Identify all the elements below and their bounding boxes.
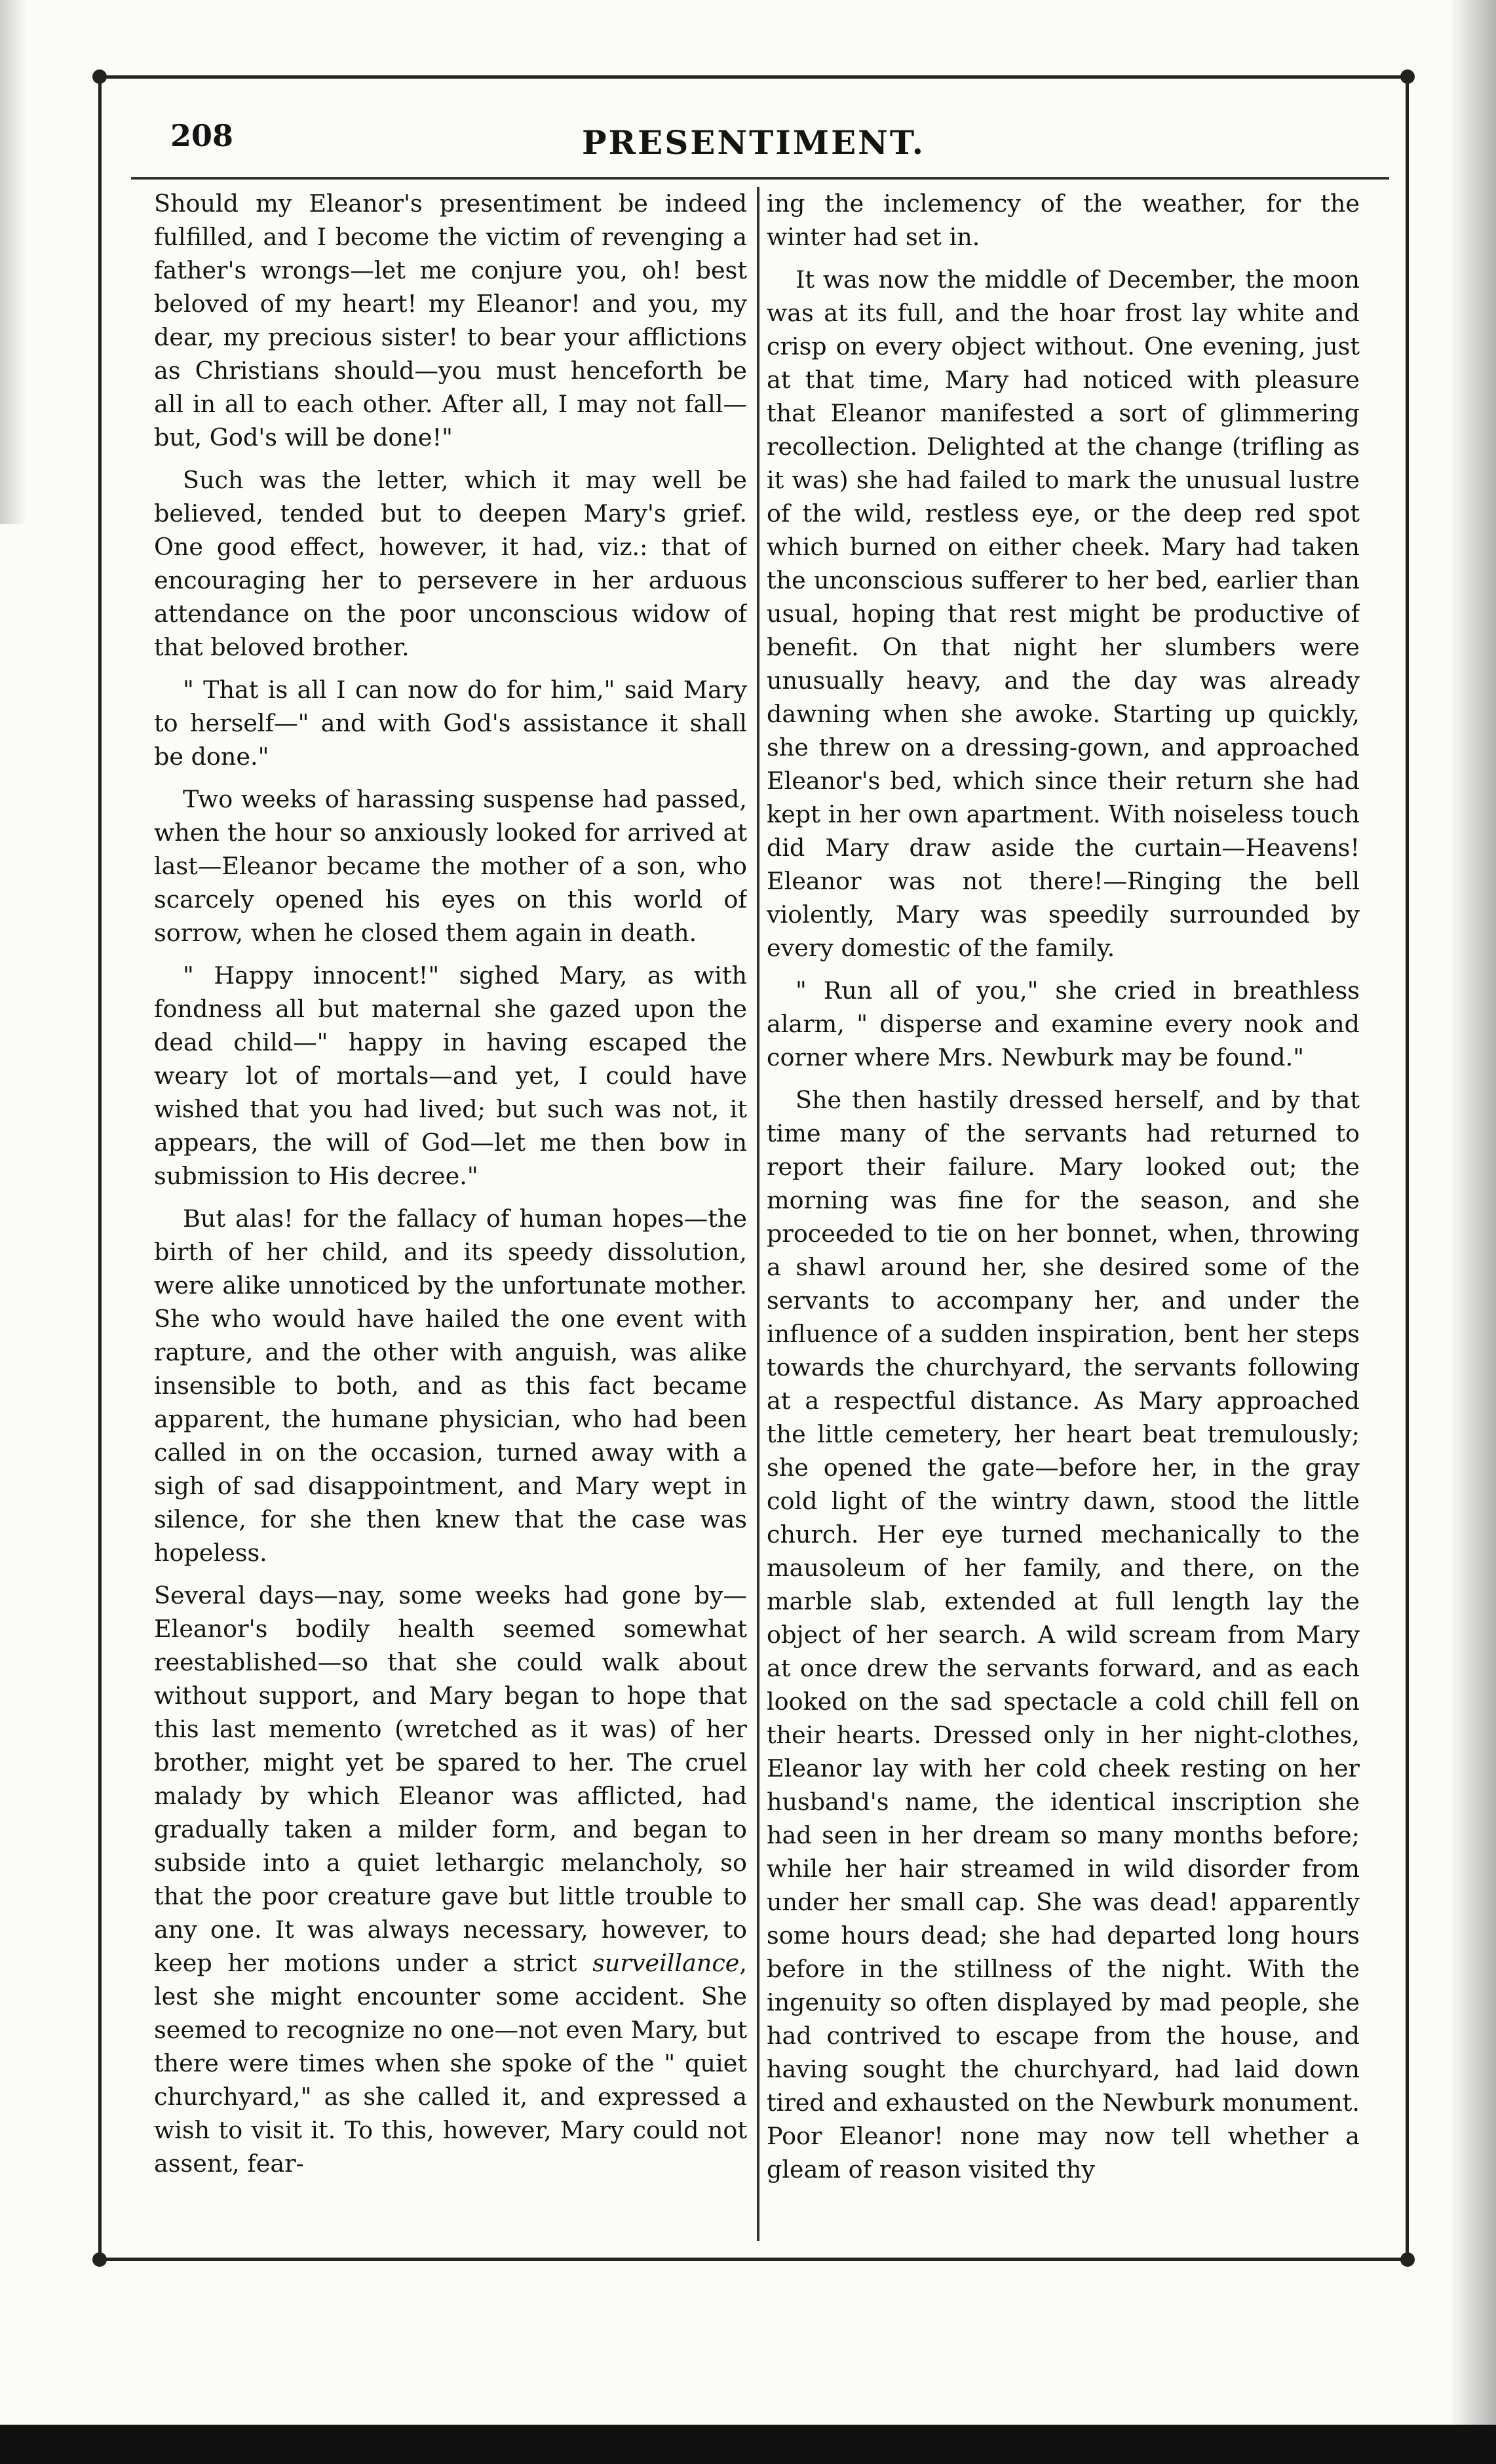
page-edge-shadow-right [1450,0,1496,2464]
header-rule [131,177,1389,180]
frame-ornament-top-right [1400,69,1415,84]
paragraph: " That is all I can now do for him," said Mary to herself—" and with God's assistance it shall be done." [154,676,747,771]
text-column-left [154,187,747,2241]
paragraph: Two weeks of harassing suspense had passed, when the hour so anxiously looked for arrived at last—Eleanor became the mother of a son, who scarcely opened his eyes on this world of sorrow, when he closed them again in death. [154,785,747,947]
paragraph: Such was the letter, which it may well be believed, tended but to deepen Mary's grief. One good effect, however, it had, viz.: that of encouraging her to persevere in her arduous attendance on the poor unconscious widow of that beloved brother. [154,466,747,661]
paragraph: " Happy innocent!" sighed Mary, as with fondness all but maternal she gazed upon the dead child—" happy in having escaped the weary lot of mortals—and yet, I could have wished that you had lived; but such was not, it appears, the will of God—let me then bow in submission to His decree." [154,961,747,1190]
page-number: 208 [170,118,234,153]
paragraph-text: , lest she might encounter some accident. She seemed to recognize no one—not even Mary, but there were times when she spoke of the " quiet churchyard," as she called it, and expressed a wish to visit it. To this, however, Mary could not assent, fear- [154,1949,747,2178]
running-head-title: PRESENTIMENT. [581,123,926,162]
page-edge-shadow-left [0,0,26,524]
paragraph-text: Several days—nay, some weeks had gone by—Eleanor's bodily health seemed somewhat reestablished—so that she could walk about without support, and Mary began to hope that this last memento (wretched as it was) of her brother, might yet be spared to her. The cruel malady by which Eleanor was afflicted, had gradually taken a milder form, and began to subside into a quiet lethargic melancholy, so that the poor creature gave but little trouble to any one. It was always necessary, however, to keep her motions under a strict [154,1581,747,1977]
frame-ornament-bottom-right [1400,2252,1415,2267]
paragraph: She then hastily dressed herself, and by that time many of the servants had returned to report their failure. Mary looked out; the morning was fine for the season, and she proceeded to tie on her bonnet, when, throwing a shawl around her, she desired some of the servants to accompany her, and under the influence of a sudden inspiration, bent her steps towards the churchyard, the servants following at a respectful distance. As Mary approached the little cemetery, her heart beat tremulously; she opened the gate—before her, in the gray cold light of the wintry dawn, stood the little church. Her eye turned mechanically to the mausoleum of her family, and there, on the marble slab, extended at full length lay the object of her search. A wild scream from Mary at once drew the servants forward, and as each looked on the sad spectacle a cold chill fell on their hearts. Dressed only in her night-clothes, Eleanor lay with her cold cheek resting on her husband's name, the identical inscription she had seen in her dream so many months before; while her hair streamed in wild disorder from under her small cap. She was dead! apparently some hours dead; she had departed long hours before in the stillness of the night. With the ingenuity so often displayed by mad people, she had contrived to escape from the house, and having sought the churchyard, had laid down tired and exhausted on the Newburk monument. Poor Eleanor! none may now tell whether a gleam of reason visited thy [767,1086,1360,2184]
paragraph: ing the inclemency of the weather, for the winter had set in. [767,189,1360,251]
paragraph: It was now the middle of December, the moon was at its full, and the hoar frost lay white and crisp on every object without. One evening, just at that time, Mary had noticed with pleasure that Eleanor manifested a sort of glimmering recollection. Delighted at the change (trifling as it was) she had failed to mark the unusual lustre of the wild, restless eye, or the deep red spot which burned on either cheek. Mary had taken the unconscious sufferer to her bed, earlier than usual, hoping that rest might be productive of benefit. On that night her slumbers were unusually heavy, and the day was already dawning when she awoke. Starting up quickly, she threw on a dressing-gown, and approached Eleanor's bed, which since their return she had kept in her own apartment. With noiseless touch did Mary draw aside the curtain—Heavens! Eleanor was not there!—Ringing the bell violently, Mary was speedily surrounded by every domestic of the family. [767,265,1360,962]
text-column-right [767,187,1360,2241]
frame-ornament-top-left [92,69,107,84]
paragraph: Should my Eleanor's presentiment be indeed fulfilled, and I become the victim of revenging a father's wrongs—let me conjure you, oh! best beloved of my heart! my Eleanor! and you, my dear, my precious sister! to bear your afflictions as Christians should—you must henceforth be all in all to each other. After all, I may not fall—but, God's will be done!" [154,189,747,452]
italic-word: surveillance [592,1949,740,1977]
paragraph: But alas! for the fallacy of human hopes—the birth of her child, and its speedy dissolution, were alike unnoticed by the unfortunate mother. She who would have hailed the one event with rapture, and the other with anguish, was alike insensible to both, and as this fact became apparent, the humane physician, who had been called in on the occasion, turned away with a sigh of sad disappointment, and Mary wept in silence, for she then knew that the case was hopeless. [154,1204,747,1567]
column-divider [757,187,759,2241]
page-header [98,111,1409,170]
scan-bottom-band [0,2425,1496,2464]
frame-ornament-bottom-left [92,2252,107,2267]
paragraph: " Run all of you," she cried in breathless alarm, " disperse and examine every nook and corner where Mrs. Newburk may be found." [767,976,1360,1071]
paragraph [154,1579,747,2180]
